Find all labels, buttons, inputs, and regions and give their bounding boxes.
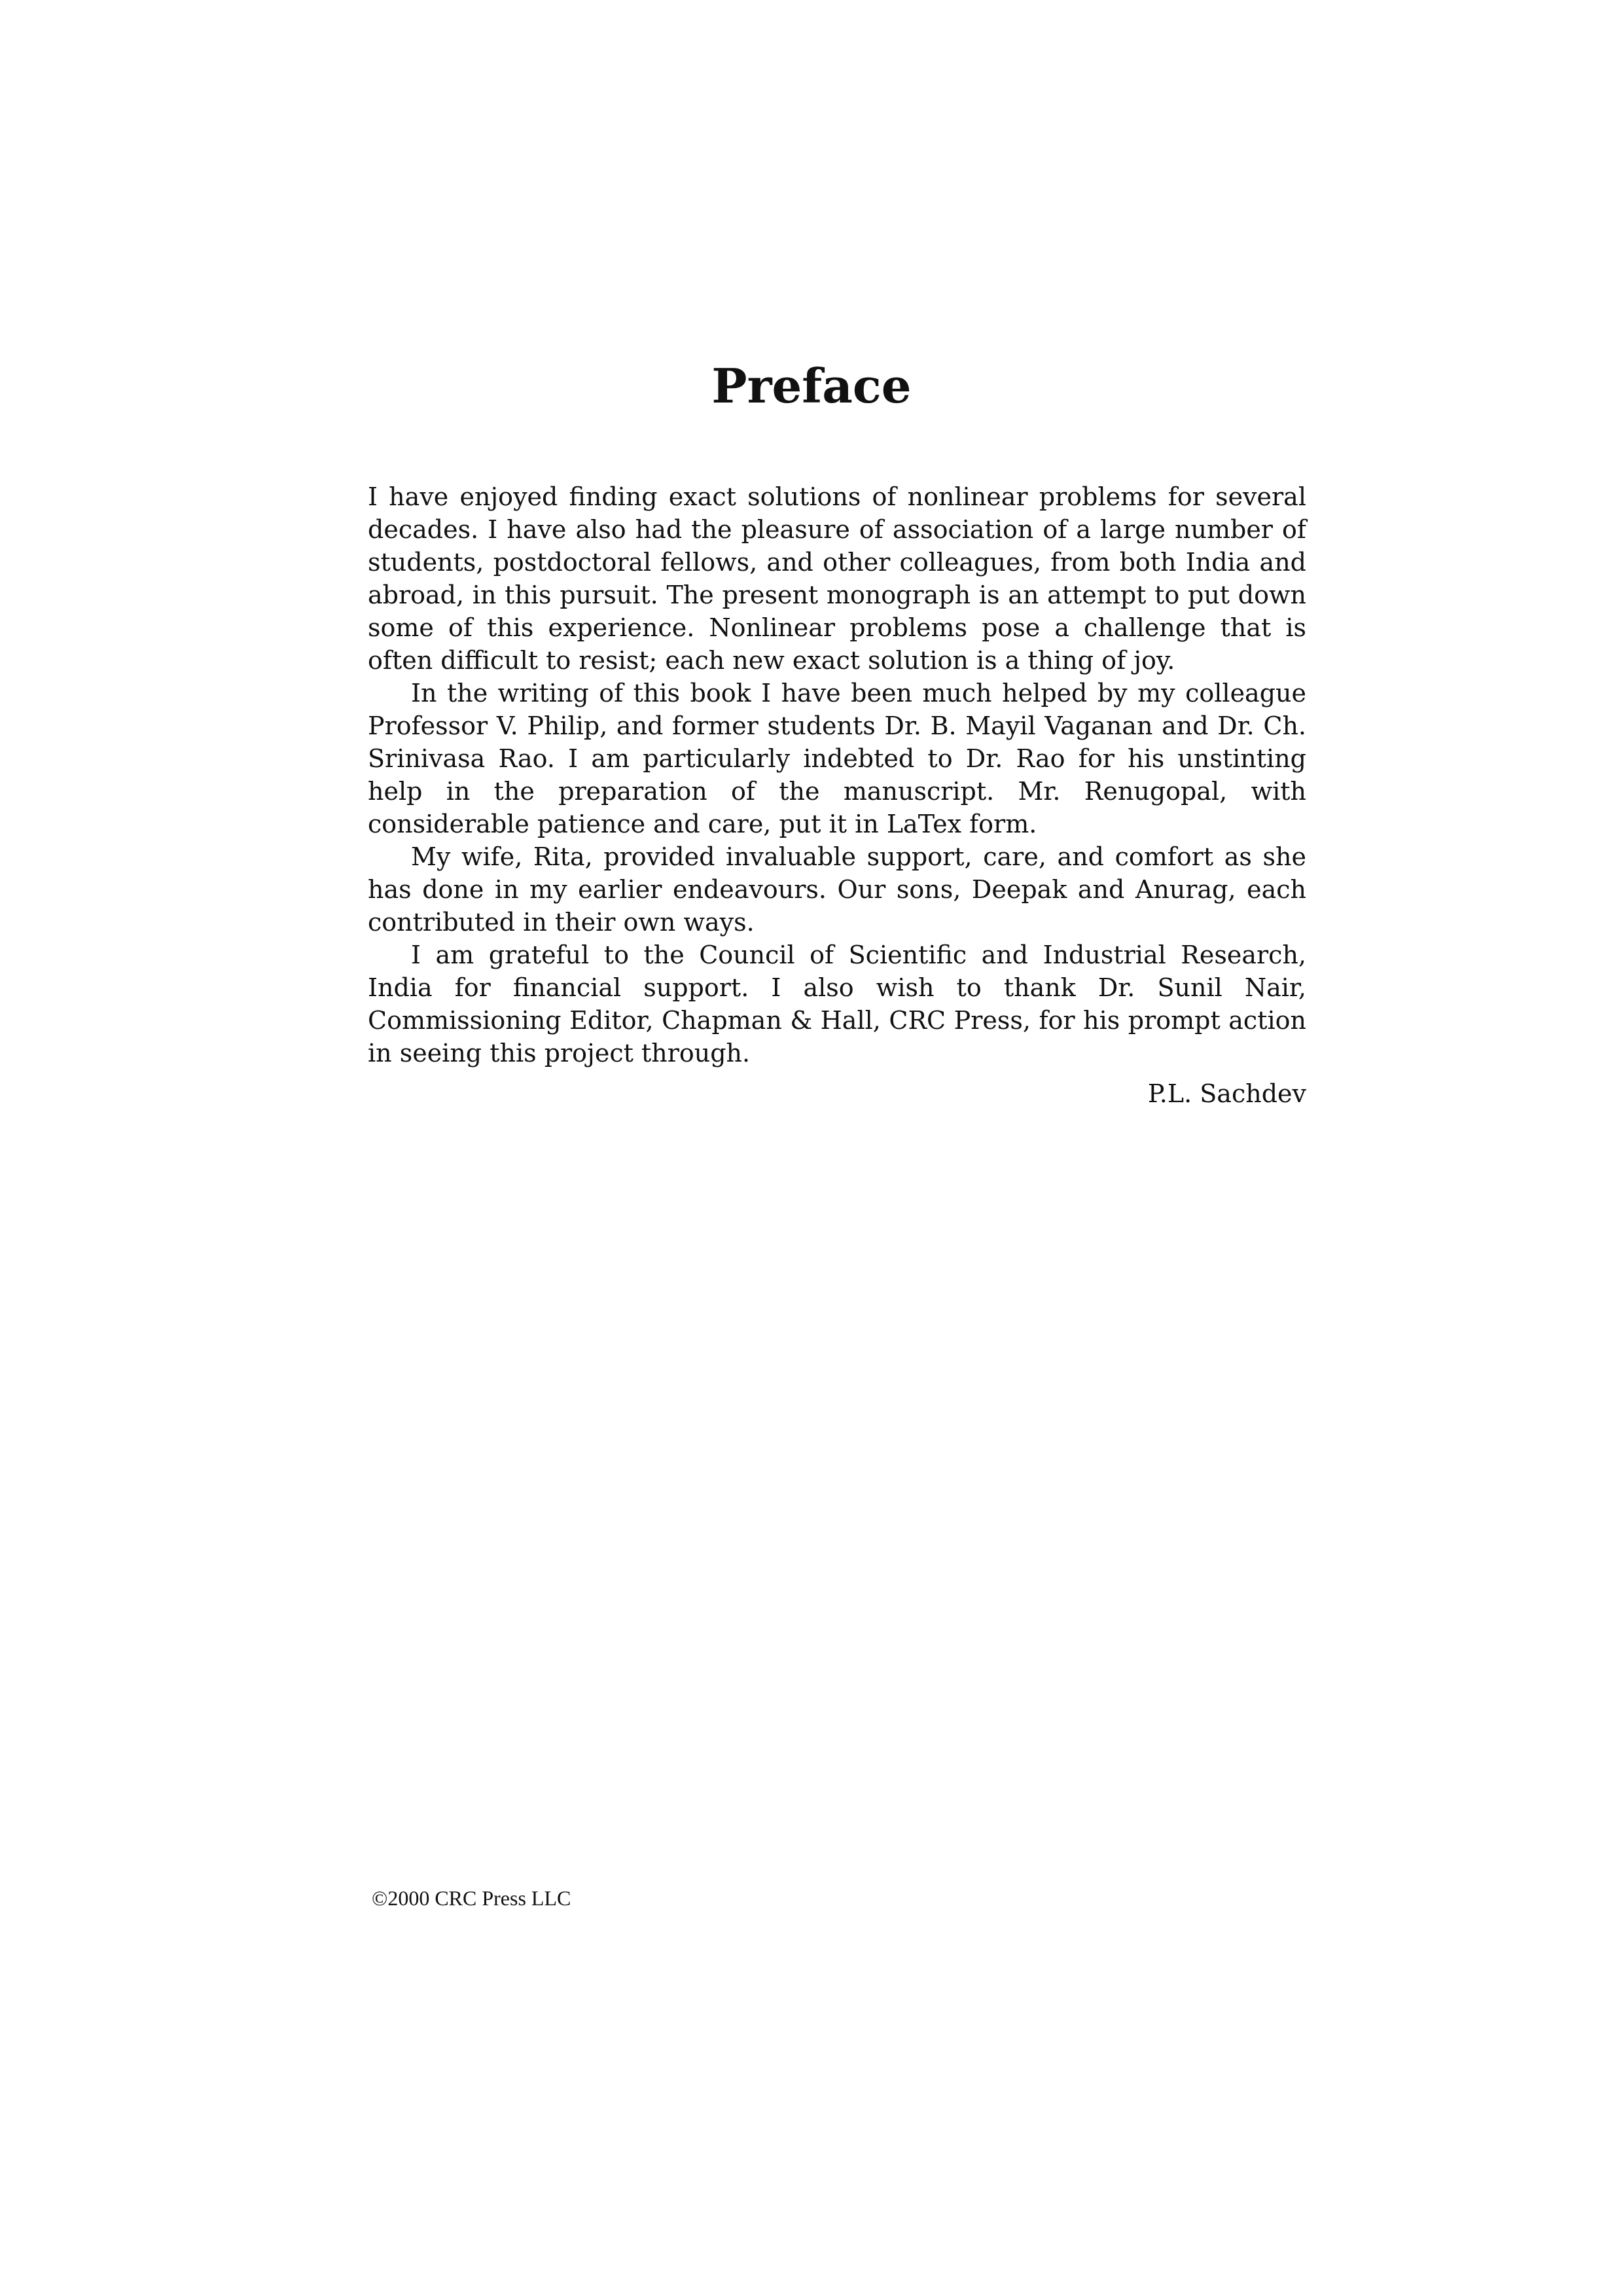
- paragraph: I am grateful to the Council of Scientific and Industrial Research, India for financial support. I also wish to thank Dr. Sunil Nair, Commissioning Editor, Chapman & Hall, CRC Press, for his prompt action in seeing this project through.: [368, 941, 1306, 1067]
- paragraph: My wife, Rita, provided invaluable support, care, and comfort as she has done in my earlier endeavours. Our sons, Deepak and Anurag, each contributed in their own ways.: [368, 842, 1306, 937]
- paragraph: In the writing of this book I have been much helped by my colleague Professor V. Philip, and former students Dr. B. Mayil Vaganan and Dr. Ch. Srinivasa Rao. I am particularly indebted to Dr. Rao for his unstinting help in the preparation of the manuscript. Mr. Renugopal, with considerable patience and care, put it in LaTex form.: [368, 679, 1306, 838]
- author-signature: P.L. Sachdev: [1147, 1079, 1306, 1108]
- preface-body: [368, 480, 1306, 1069]
- paragraph: I have enjoyed finding exact solutions of nonlinear problems for several decades. I have also had the pleasure of association of a large number of students, postdoctoral fellows, and other colleagues, from both India and abroad, in this pursuit. The present monograph is an attempt to put down some of this experience. Nonlinear problems pose a challenge that is often difficult to resist; each new exact solution is a thing of joy.: [368, 482, 1306, 675]
- copyright-notice: ©2000 CRC Press LLC: [372, 1886, 571, 1910]
- page-title: Preface: [711, 358, 912, 414]
